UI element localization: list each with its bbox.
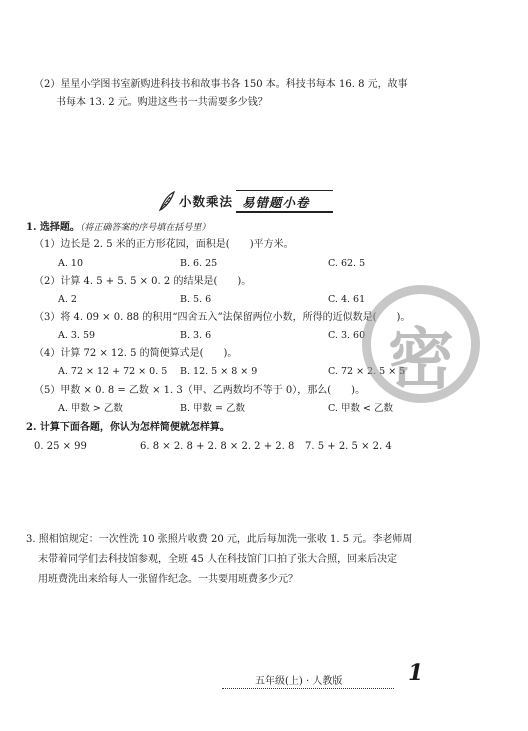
mcq-3-option-b: B. 3. 6 — [180, 330, 212, 341]
confidential-stamp — [362, 285, 480, 403]
mcq-4-option-a: A. 72 × 12 + 72 × 0. 5 — [58, 366, 168, 377]
mcq-1-text: （1）边长是 2. 5 米的正方形花园，面积是( )平方米。 — [34, 239, 294, 250]
calc-problem-3: 7. 5 + 2. 5 × 2. 4 — [305, 441, 392, 452]
mcq-4-option-c: C. 72 × 2. 5 × 5 — [328, 366, 406, 377]
question-2-line-1: （2）星星小学图书室新购进科技书和故事书各 150 本。科技书每本 16. 8 元，故事 — [34, 79, 408, 90]
banner-subtitle-box — [236, 190, 333, 213]
banner-title: 小数乘法 — [179, 194, 234, 209]
footer-grade-edition: 五年级(上) · 人教版 — [255, 676, 343, 687]
mcq-2-option-b: B. 5. 6 — [180, 294, 212, 305]
section-3-line-2: 末带着同学们去科技馆参观，全班 45 人在科技馆门口拍了张大合照，回来后决定 — [38, 554, 398, 565]
feather-icon — [157, 190, 177, 212]
mcq-1-option-a: A. 10 — [58, 258, 83, 269]
section-banner — [157, 190, 337, 212]
calc-problem-1: 0. 25 × 99 — [34, 441, 87, 452]
mcq-3-option-a: A. 3. 59 — [58, 330, 96, 341]
question-2-line-2: 书每本 13. 2 元。购进这些书一共需要多少钱？ — [56, 97, 268, 108]
footer-divider — [222, 688, 394, 689]
mcq-5-option-c: C. 甲数 < 乙数 — [328, 403, 393, 414]
section-1-heading: 1. 选择题。 — [26, 222, 80, 233]
section-2-heading: 2. 计算下面各题，你认为怎样简便就怎样算。 — [26, 422, 230, 433]
section-3-line-1: 3. 照相馆规定：一次性洗 10 张照片收费 20 元，此后每加洗一张收 1. 5 元。李老师周 — [26, 534, 413, 545]
mcq-3-option-c: C. 3. 60 — [328, 330, 366, 341]
calc-problem-2: 6. 8 × 2. 8 + 2. 8 × 2. 2 + 2. 8 — [140, 441, 295, 452]
mcq-3-text: （3）将 4. 09 × 0. 88 的积用“四舍五入”法保留两位小数，所得的近似数是( )。 — [34, 312, 411, 323]
mcq-5-text: （5）甲数 × 0. 8 = 乙数 × 1. 3（甲、乙两数均不等于 0），那么( )。 — [34, 385, 366, 396]
mcq-4-option-b: B. 12. 5 × 8 × 9 — [180, 366, 258, 377]
section-1-note: （将正确答案的序号填在括号里） — [79, 223, 211, 233]
mcq-4-text: （4）计算 72 × 12. 5 的简便算式是( )。 — [34, 348, 238, 359]
stamp-character: 密 — [388, 321, 454, 398]
section-3-line-3: 用班费洗出来给每人一张留作纪念。一共要用班费多少元？ — [38, 574, 298, 585]
section-1-heading-row — [26, 221, 210, 235]
mcq-5-option-b: B. 甲数 = 乙数 — [180, 403, 246, 414]
mcq-5-option-a: A. 甲数 > 乙数 — [58, 403, 123, 414]
mcq-2-text: （2）计算 4. 5 + 5. 5 × 0. 2 的结果是( )。 — [34, 276, 252, 287]
mcq-1-option-b: B. 6. 25 — [180, 258, 218, 269]
mcq-2-option-a: A. 2 — [58, 294, 77, 305]
mcq-2-option-c: C. 4. 61 — [328, 294, 366, 305]
mcq-1-option-c: C. 62. 5 — [328, 258, 366, 269]
page-number: 1 — [408, 660, 424, 686]
banner-subtitle: 易错题小卷 — [242, 195, 310, 210]
